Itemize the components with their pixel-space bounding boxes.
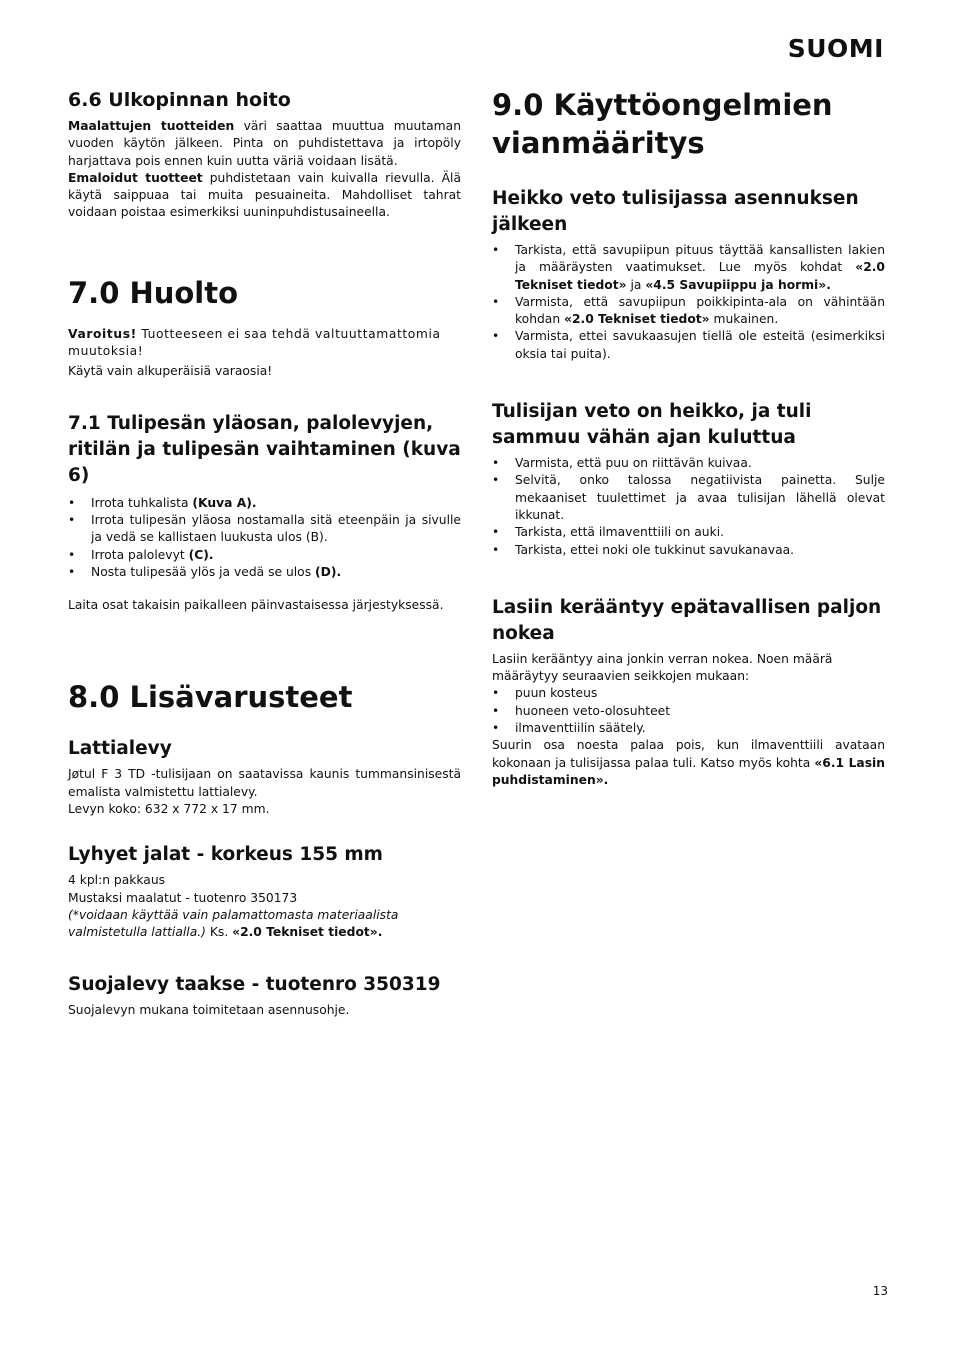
list-item: • Tarkista, että savupiipun pituus täyttää kansallisten lakien ja määräysten vaatimukset. Lue myös kohdat «2.0 Tekniset tiedot» ja «4.5 Savupiippu ja hormi». (492, 242, 885, 294)
fire-dies-title: Tulisijan veto on heikko, ja tuli sammuu vähän ajan kuluttua (492, 401, 812, 449)
lyhyet-jalat-title: Lyhyet jalat - korkeus 155 mm (68, 844, 383, 866)
left-column (68, 86, 461, 1019)
list-item: • Tarkista, että ilmaventtiili on auki. (492, 524, 885, 541)
list-item: • Varmista, ettei savukaasujen tiellä ole esteitä (esimerkiksi oksia tai puita). (492, 328, 885, 363)
list-item: • Irrota tulipesän yläosa nostamalla sitä eteenpäin ja sivulle ja vedä se kallistaen luukusta ulos (B). (68, 512, 461, 547)
lattialevy-description: Jøtul F 3 TD -tulisijaan on saatavissa kaunis tummansinisestä emalista valmistettu lattialevy. (68, 767, 461, 799)
language-label: SUOMI (787, 34, 884, 63)
suojalevy-note: Suojalevyn mukana toimitetaan asennusohje. (68, 1002, 350, 1017)
list-item: • huoneen veto-olosuhteet (492, 703, 885, 720)
right-column (492, 86, 885, 789)
suojalevy-title: Suojalevy taakse - tuotenro 350319 (68, 973, 441, 995)
list-item: • Varmista, että savupiipun poikkipinta-ala on vähintään kohdan «2.0 Tekniset tiedot» mukainen. (492, 294, 885, 329)
page-number: 13 (872, 1284, 888, 1298)
warning-text (68, 326, 461, 361)
list-item: • Selvitä, onko talossa negatiivista painetta. Sulje mekaaniset tuulettimet ja avaa tulisijan lähellä olevat ikkunat. (492, 472, 885, 524)
bold-phrase: Emaloidut tuotteet (68, 170, 203, 185)
italic-note: (*voidaan käyttää vain palamattomasta materiaalista valmistetulla lattialla.) (68, 907, 399, 940)
paragraph-text: väri saattaa muuttua muutaman vuoden käytön jälkeen. Pinta on puhdistettava ja irtopöly harjattava pois ennen kuin uutta väriä voidaan lisätä. (68, 119, 461, 168)
paragraph-text: puhdistetaan vain kuivalla rievulla. Älä käytä saippuaa tai muita pesuaineita. Mahdolliset tahrat voidaan poistaa esimerkiksi uuninpuhdistusaineella. (68, 170, 461, 220)
list-item: • Irrota palolevyt (C). (68, 547, 461, 564)
section-8-0-title: 8.0 Lisävarusteet (68, 680, 353, 715)
jalat-line-2: Mustaksi maalatut - tuotenro 350173 (68, 890, 298, 905)
list-item: • puun kosteus (492, 685, 885, 702)
spare-parts-note: Käytä vain alkuperäisiä varaosia! (68, 364, 273, 379)
weak-draft-list (492, 242, 885, 363)
section-6-6-paragraph-2 (68, 170, 461, 222)
list-item: • Varmista, että puu on riittävän kuivaa. (492, 455, 885, 472)
warning-label: Varoitus! (68, 326, 137, 341)
lattialevy-size: Levyn koko: 632 x 772 x 17 mm. (68, 802, 270, 817)
soot-on-glass-title: Lasiin kerääntyy epätavallisen paljon nokea (492, 596, 882, 644)
section-7-0-title: 7.0 Huolto (68, 275, 239, 310)
reference-link: «2.0 Tekniset tiedot». (232, 925, 383, 940)
list-item: • Nosta tulipesää ylös ja vedä se ulos (D). (68, 564, 461, 581)
list-item: • Tarkista, ettei noki ole tukkinut savukanavaa. (492, 542, 885, 559)
section-6-6-paragraph-1 (68, 118, 461, 170)
reference-link: «6.1 Lasin puhdistaminen». (492, 755, 885, 787)
list-item: • Irrota tuhkalista (Kuva A). (68, 495, 461, 512)
lattialevy-title: Lattialevy (68, 738, 172, 760)
soot-intro: Lasiin kerääntyy aina jonkin verran nokea. Noen määrä määräytyy seuraavien seikkojen mukaan: (492, 651, 833, 684)
warning-body: Tuotteeseen ei saa tehdä valtuuttamattomia muutoksia! (68, 326, 441, 359)
section-7-1-list (68, 495, 461, 581)
reassembly-note: Laita osat takaisin paikalleen päinvastaisessa järjestyksessä. (68, 598, 444, 613)
fire-dies-list (492, 455, 885, 559)
section-6-6-title: 6.6 Ulkopinnan hoito (68, 89, 291, 111)
soot-closing: Suurin osa noesta palaa pois, kun ilmaventtiili avataan kokonaan ja tulisijassa palaa tuli. Katso myös kohta «6.1 Lasin puhdistaminen». (492, 738, 885, 787)
weak-draft-after-install-title: Heikko veto tulisijassa asennuksen jälkeen (492, 188, 859, 235)
soot-factors-list (492, 685, 885, 737)
bold-phrase: Maalattujen tuotteiden (68, 119, 235, 133)
jalat-line-1: 4 kpl:n pakkaus (68, 873, 166, 888)
jalat-note: (*voidaan käyttää vain palamattomasta materiaalista valmistetulla lattialla.) Ks. «2.0 Tekniset tiedot». (68, 907, 399, 940)
section-7-1-title: 7.1 Tulipesän yläosan, palolevyjen, ritilän ja tulipesän vaihtaminen (kuva 6) (68, 412, 461, 486)
section-9-0-title: 9.0 Käyttöongelmien vianmääritys (492, 88, 833, 160)
list-item: • ilmaventtiilin säätely. (492, 720, 885, 737)
